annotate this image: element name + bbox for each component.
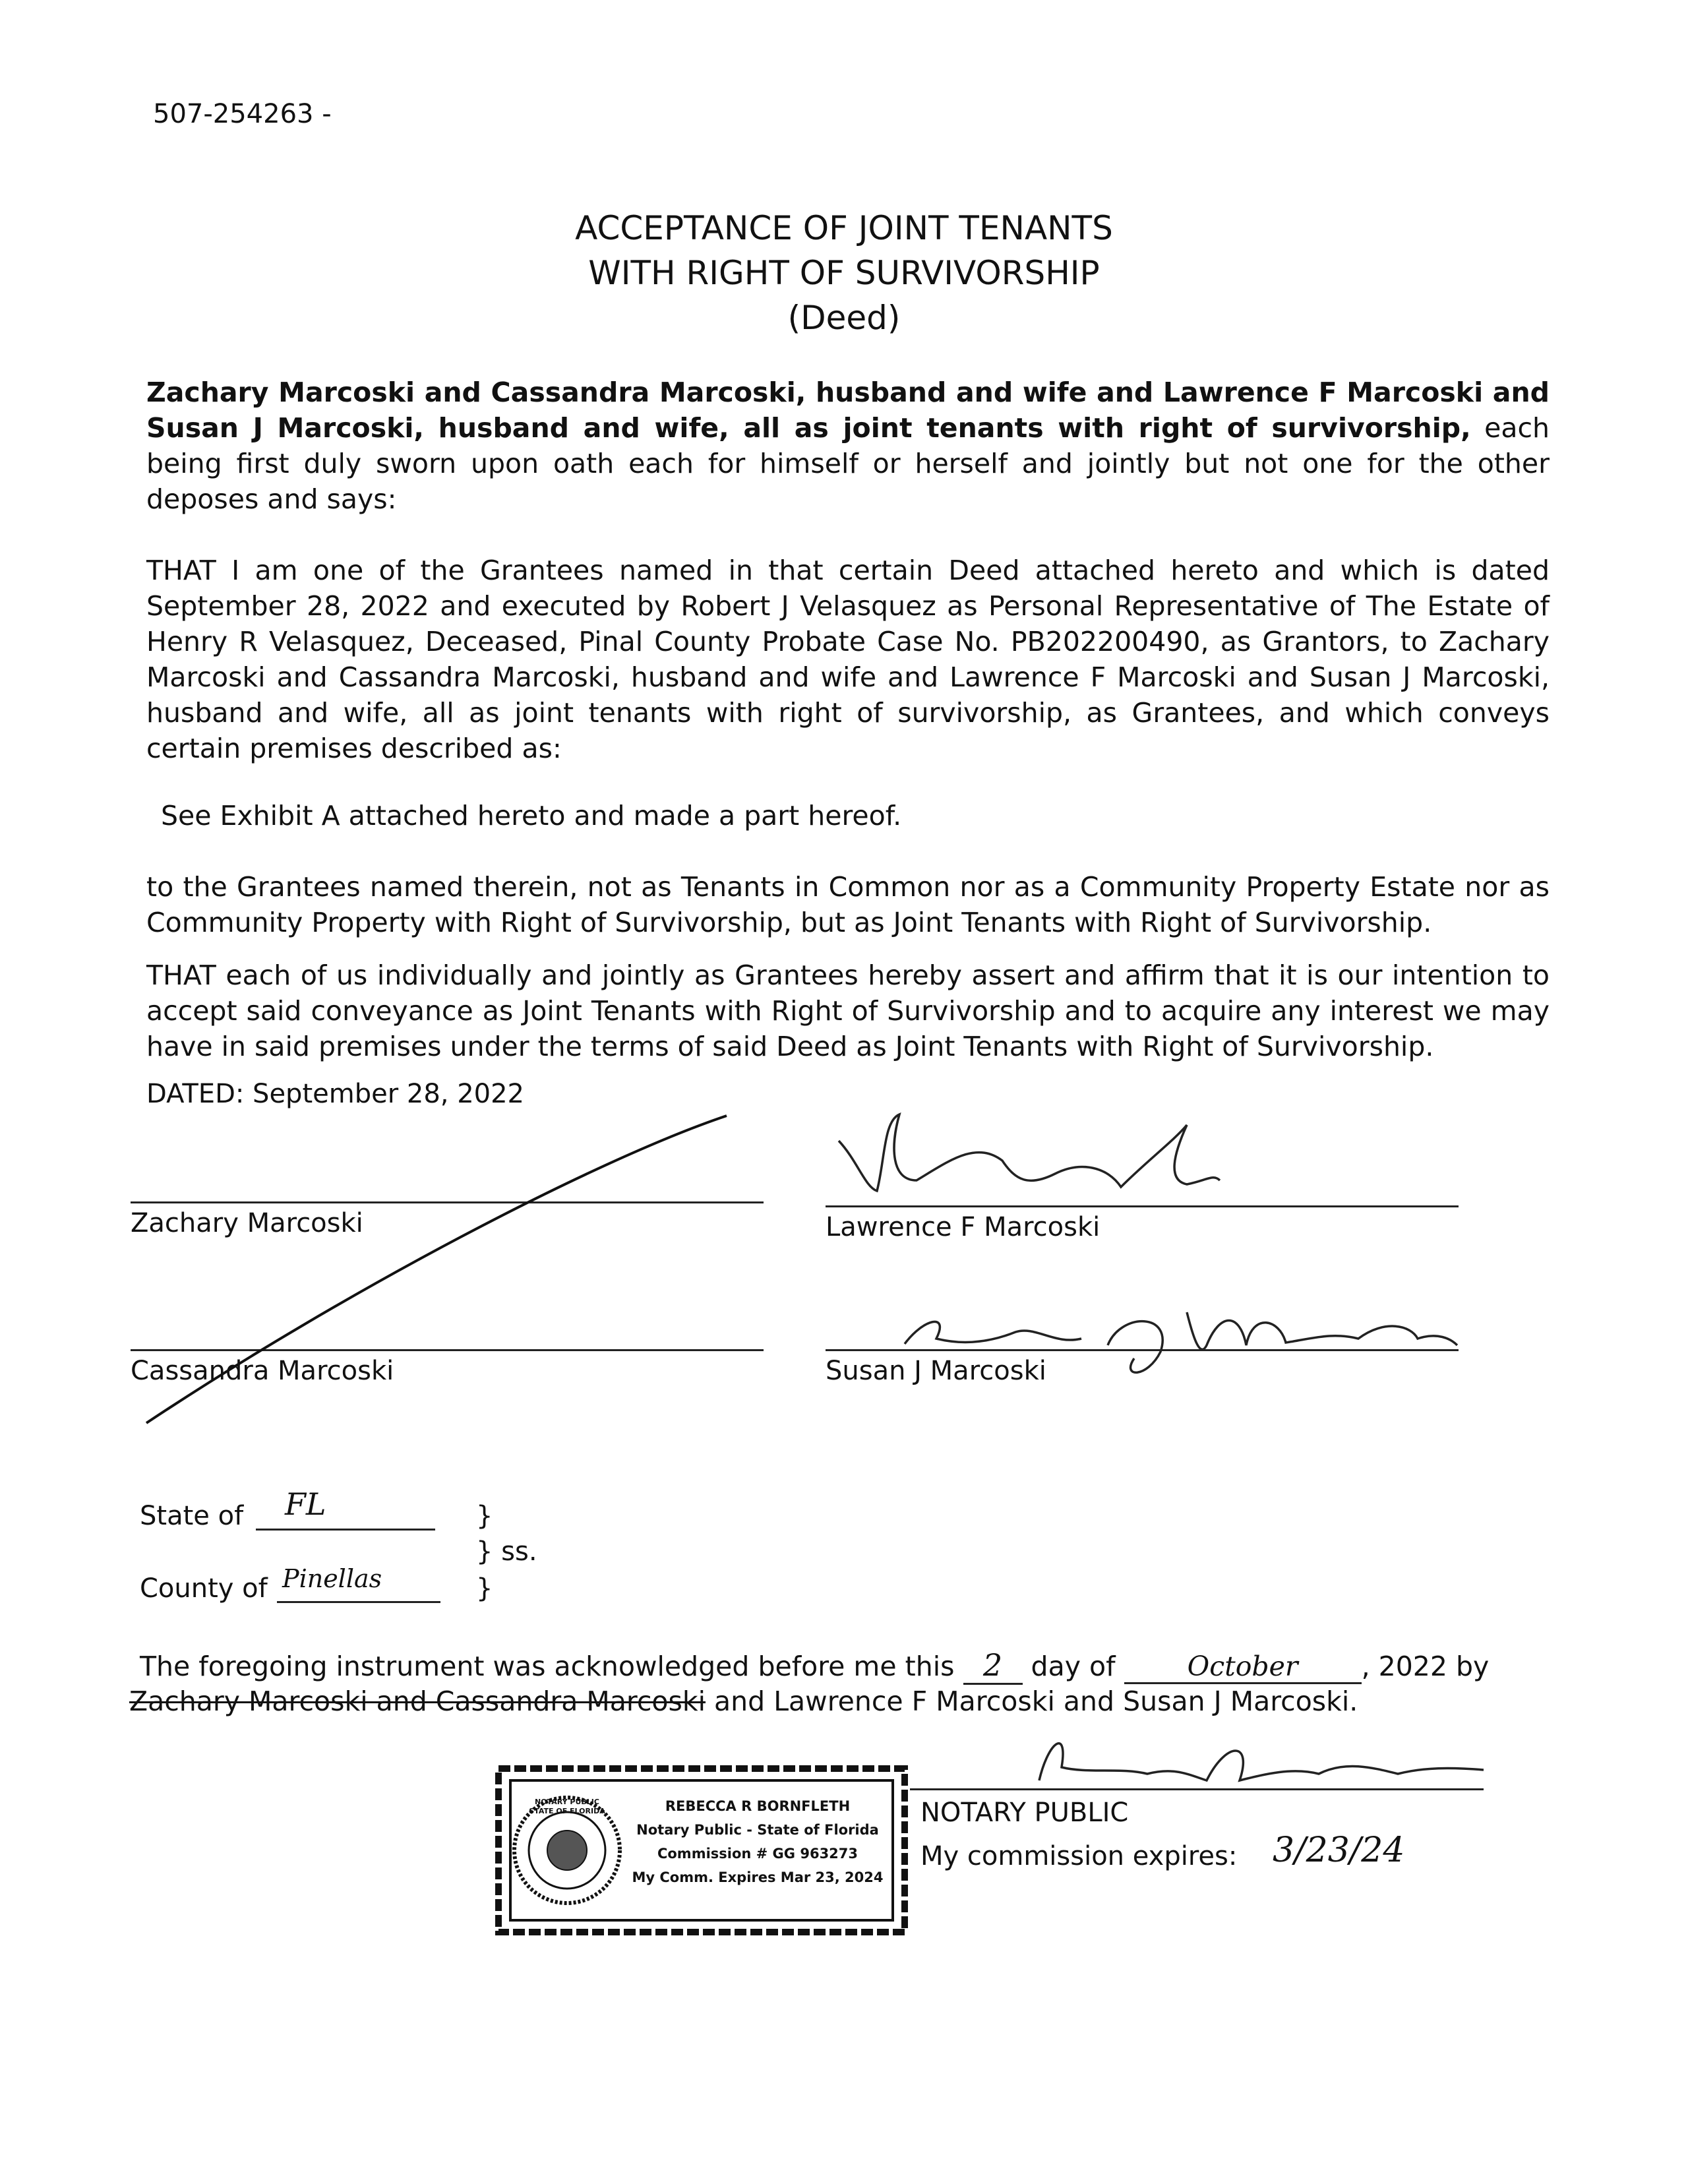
- stamp-line-2: Notary Public - State of Florida: [636, 1822, 879, 1838]
- stamp-line-3: Commission # GG 963273: [657, 1846, 859, 1862]
- ack-prefix: The foregoing instrument was acknowledged before me this: [140, 1651, 955, 1682]
- title-line-3: (Deed): [787, 299, 901, 337]
- acknowledgment-line-2: [129, 1685, 1358, 1717]
- title-line-2: WITH RIGHT OF SURVIVORSHIP: [588, 254, 1100, 292]
- notary-signature-line: [910, 1788, 1484, 1790]
- signatory-cassandra: Cassandra Marcoski: [131, 1356, 394, 1386]
- intro-rest: each being first duly sworn upon oath each for himself or herself and jointly but not one for the other deposes and says:: [146, 412, 1550, 515]
- stamp-name: REBECCA R BORNFLETH: [665, 1798, 851, 1814]
- intro-bold: Zachary Marcoski and Cassandra Marcoski, husband and wife and Lawrence F Marcoski and Susan J Marcoski, husband and wife, all as joint tenants with right of survivorship,: [146, 377, 1550, 444]
- notary-stamp: [493, 1762, 910, 1939]
- state-underline: [256, 1529, 435, 1531]
- ack-suffix: and Lawrence F Marcoski and Susan J Marcoski.: [714, 1685, 1358, 1717]
- ack-by: by: [1456, 1651, 1490, 1682]
- susan-signature: [905, 1312, 1457, 1372]
- stamp-line-4: My Comm. Expires Mar 23, 2024: [632, 1869, 884, 1885]
- exhibit-reference: See Exhibit A attached hereto and made a part hereof.: [161, 800, 902, 832]
- notary-title: NOTARY PUBLIC: [920, 1798, 1129, 1828]
- title-line-1: ACCEPTANCE OF JOINT TENANTS: [575, 209, 1113, 247]
- signatory-zachary: Zachary Marcoski: [131, 1208, 363, 1238]
- state-label: State of: [140, 1501, 244, 1531]
- ack-day-of: day of: [1031, 1651, 1116, 1682]
- ack-struck-names: Zachary Marcoski and Cassandra Marcoski: [129, 1685, 706, 1717]
- seal-emblem-icon: [547, 1831, 587, 1870]
- paragraph-affirmation: THAT each of us individually and jointly as Grantees hereby assert and affirm that it is our intention to accept said conveyance as Joint Tenants with Right of Survivorship and to acquire any interest we may have in said premises under the terms of said Deed as Joint Tenants with Right of Survivorship.: [146, 959, 1550, 1062]
- ss-marker: } ss.: [476, 1536, 537, 1567]
- paragraph-grantees: THAT I am one of the Grantees named in that certain Deed attached hereto and which is dated September 28, 2022 and executed by Robert J Velasquez as Personal Representative of The Estate of Henry R Velasquez, Deceased, Pinal County Probate Case No. PB202200490, as Grantors, to Zachary Marcoski and Cassandra Marcoski, husband and wife and Lawrence F Marcoski and Susan J Marcoski, husband and wife, all as joint tenants with right of survivorship, as Grantees, and which conveys certain premises described as:: [146, 555, 1550, 764]
- paragraph-tenancy: to the Grantees named therein, not as Tenants in Common nor as a Community Property Estate nor as Community Property with Right of Survivorship, but as Joint Tenants with Right of Survivorship.: [146, 871, 1550, 938]
- signatory-susan: Susan J Marcoski: [826, 1356, 1046, 1386]
- cross-out-stroke: [146, 1116, 727, 1423]
- ack-month: October: [1124, 1651, 1362, 1684]
- dated-line: DATED: September 28, 2022: [146, 1079, 524, 1109]
- county-brace: }: [476, 1573, 493, 1604]
- signatory-lawrence: Lawrence F Marcoski: [826, 1212, 1100, 1242]
- document-reference: 507-254263 -: [153, 99, 332, 129]
- state-value: FL: [285, 1486, 326, 1522]
- ack-year: , 2022: [1361, 1651, 1447, 1682]
- commission-expires-label: My commission expires:: [920, 1841, 1238, 1871]
- county-underline: [277, 1601, 440, 1603]
- seal-text: NOTARY PUBLIC STATE OF FLORIDA: [529, 1798, 605, 1815]
- state-brace: }: [476, 1501, 493, 1531]
- lawrence-signature: [839, 1114, 1220, 1191]
- commission-expires-value: 3/23/24: [1273, 1831, 1405, 1870]
- county-value: Pinellas: [282, 1564, 382, 1593]
- ack-day: 2: [963, 1647, 1023, 1685]
- notary-signature: [1039, 1744, 1484, 1780]
- acknowledgment-line-1: [140, 1647, 1489, 1685]
- county-label: County of: [140, 1573, 268, 1604]
